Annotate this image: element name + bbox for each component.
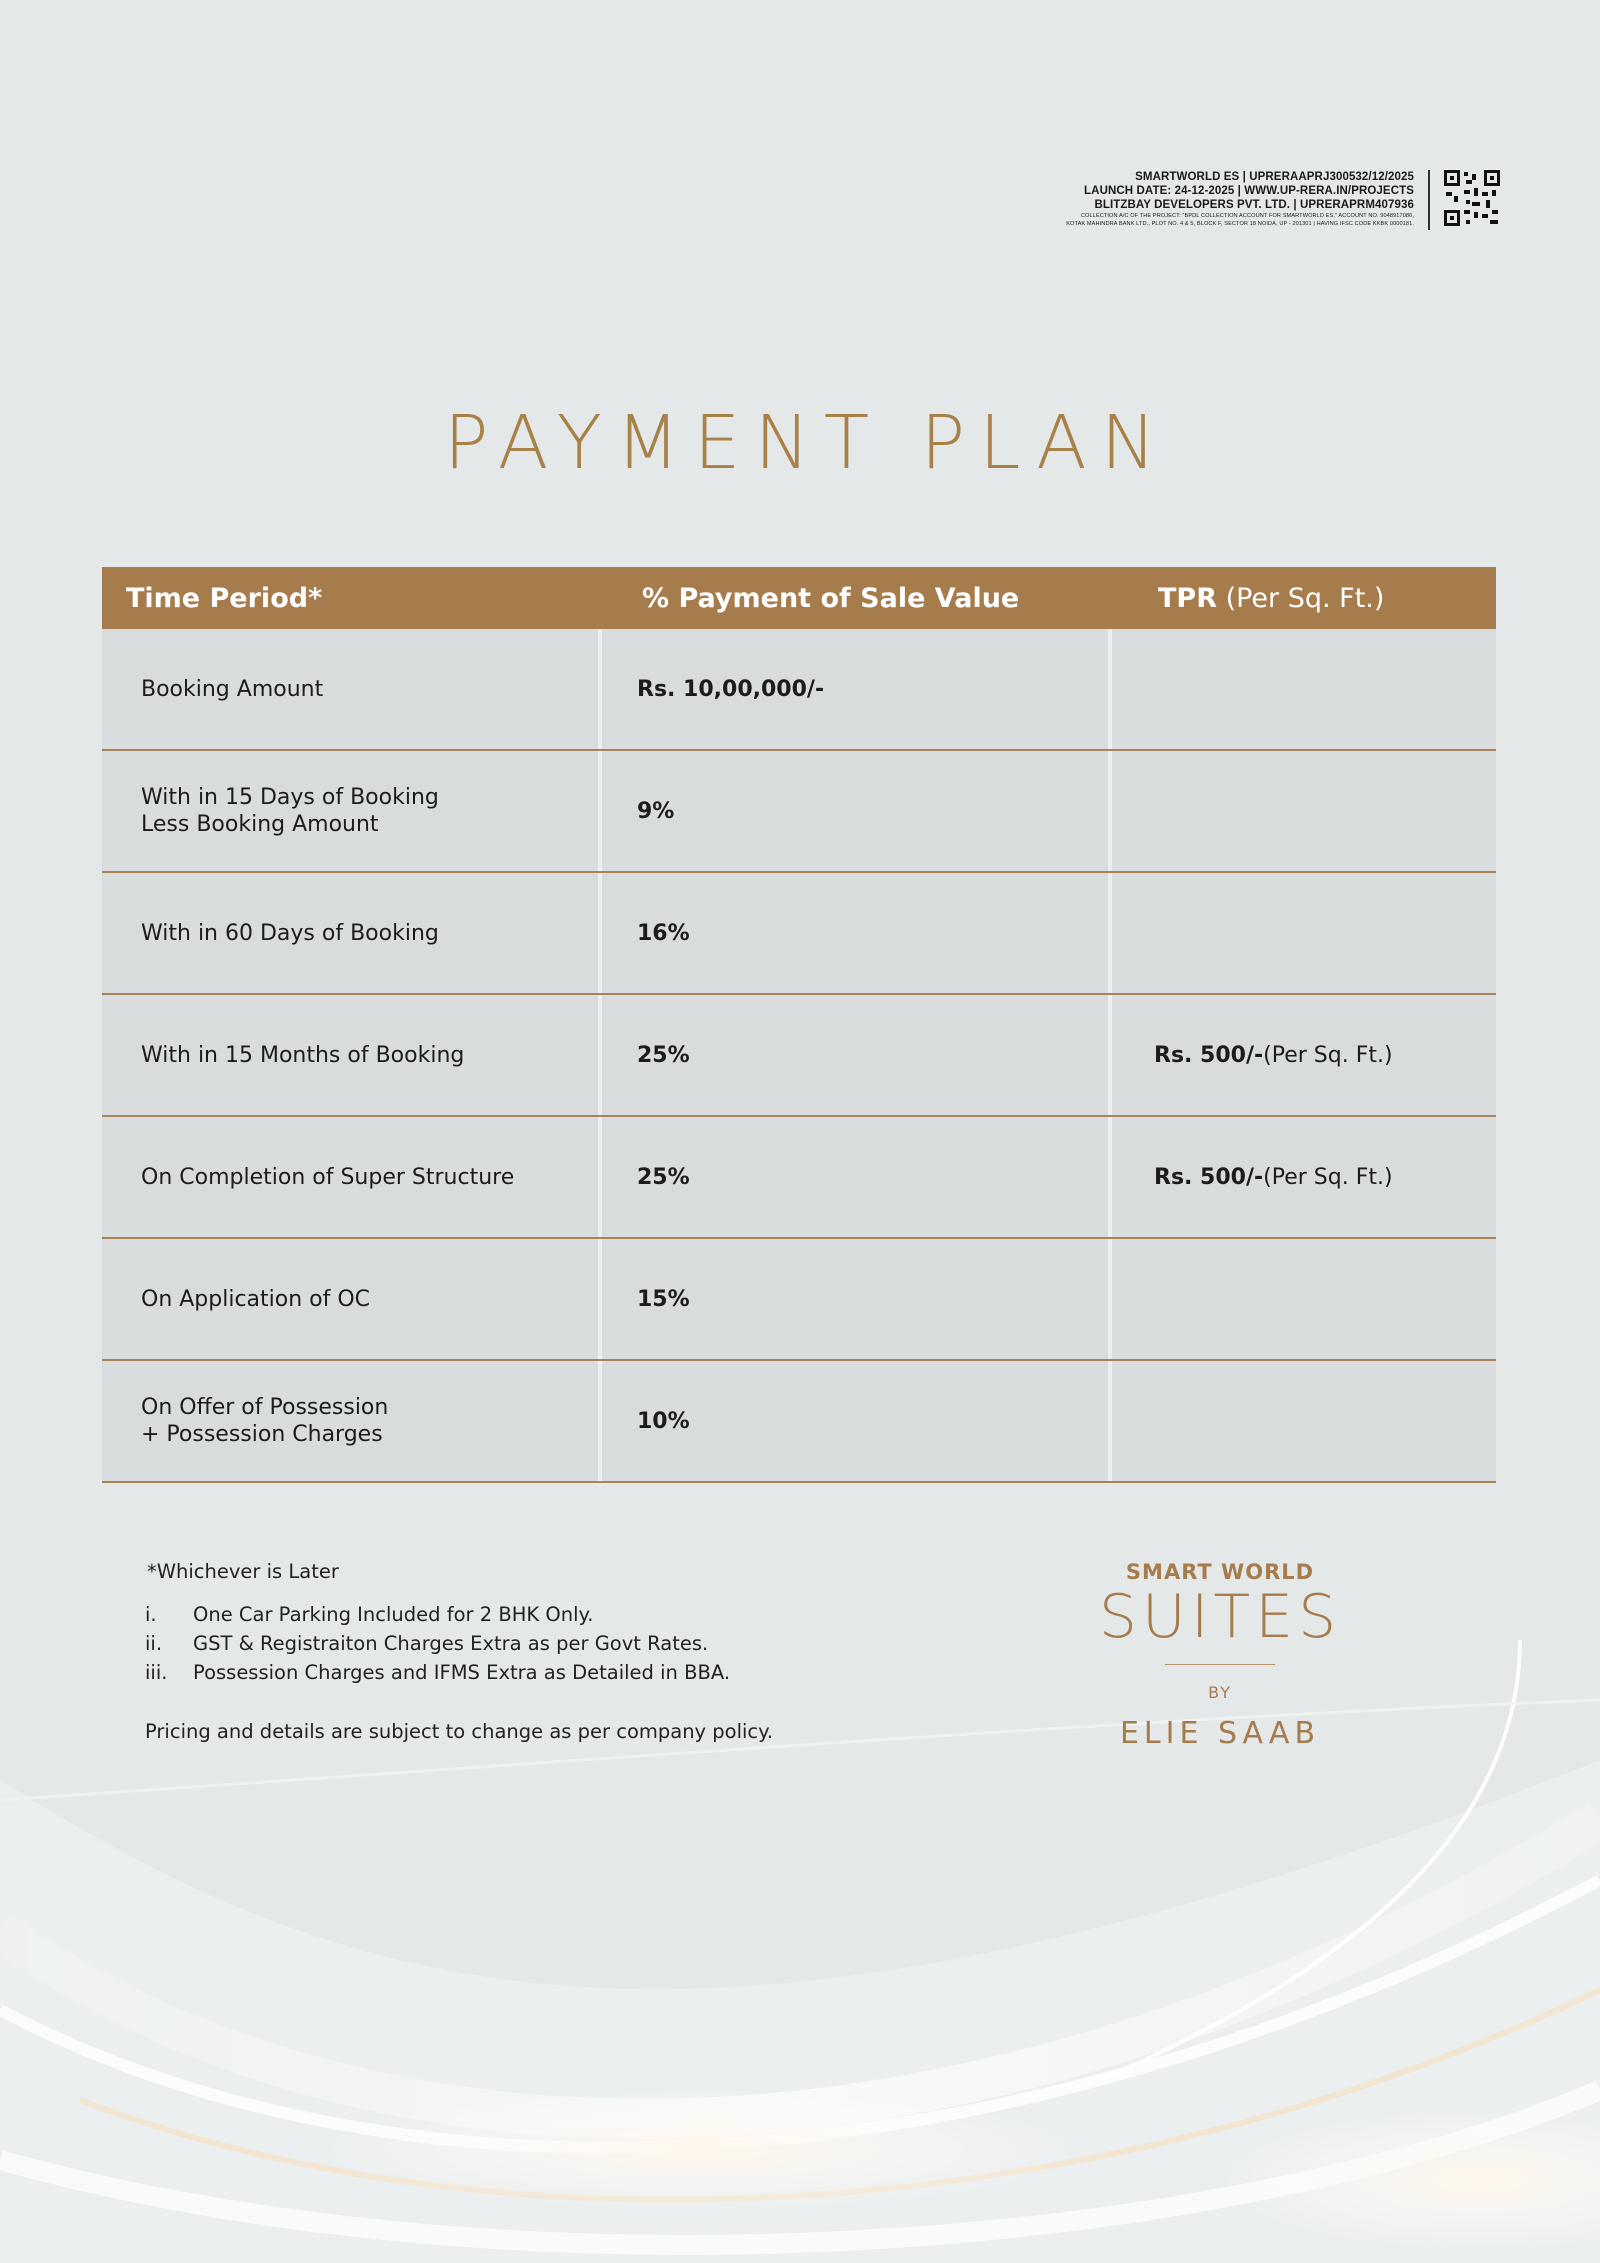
- table-row: [102, 1117, 1496, 1239]
- note-text: GST & Registraiton Charges Extra as per Govt Rates.: [193, 1632, 709, 1655]
- rera-line: BLITZBAY DEVELOPERS PVT. LTD. | UPRERAPRM407936: [1094, 199, 1414, 211]
- header-tpr-unit: (Per Sq. Ft.): [1217, 582, 1385, 614]
- brand-smartworld: SMART WORLD: [1125, 1560, 1315, 1584]
- page-title: PAYMENT PLAN: [443, 400, 1171, 486]
- cell-time-period: [102, 751, 602, 871]
- rera-line: SMARTWORLD ES | UPRERAAPRJ300532/12/2025: [1135, 171, 1414, 183]
- cell-time-period: [102, 873, 602, 993]
- disclaimer: Pricing and details are subject to change as per company policy.: [145, 1720, 774, 1743]
- note-item: [145, 1632, 773, 1655]
- rera-info-block: [1066, 170, 1500, 230]
- cell-payment: 9%: [602, 751, 1112, 871]
- header-tpr-bold: TPR: [1158, 582, 1217, 614]
- period-line: + Possession Charges: [141, 1422, 383, 1447]
- table-header: [102, 567, 1496, 629]
- period-line: On Completion of Super Structure: [141, 1164, 515, 1190]
- table-row: [102, 751, 1496, 873]
- header-time-period: Time Period*: [126, 582, 323, 614]
- table-row: [102, 629, 1496, 751]
- cell-payment: 16%: [602, 873, 1112, 993]
- rera-small-line: COLLECTION A/C OF THE PROJECT: "BPDL COLLECTION ACCOUNT FOR SMARTWORLD ES," ACCOUNT NO. 9048917086,: [1080, 213, 1414, 219]
- table-row: [102, 995, 1496, 1117]
- tpr-unit: (Per Sq. Ft.): [1263, 1164, 1393, 1190]
- notes-section: [145, 1560, 773, 1743]
- note-item: [145, 1661, 773, 1684]
- period-line: With in 15 Days of Booking: [141, 785, 439, 810]
- table-row: [102, 1239, 1496, 1361]
- cell-tpr: [1112, 751, 1496, 871]
- rera-line: LAUNCH DATE: 24-12-2025 | WWW.UP-RERA.IN/PROJECTS: [1084, 185, 1414, 197]
- period-line: On Offer of Possession: [141, 1395, 389, 1420]
- rera-divider: [1428, 170, 1430, 230]
- brand-logo: [1080, 1560, 1360, 1751]
- note-number: i.: [145, 1603, 157, 1626]
- cell-payment: 15%: [602, 1239, 1112, 1359]
- table-row: [102, 1361, 1496, 1483]
- tpr-value: Rs. 500/-: [1154, 1042, 1264, 1068]
- cell-time-period: [102, 629, 602, 749]
- header-payment: % Payment of Sale Value: [642, 582, 1020, 614]
- period-line: On Application of OC: [141, 1286, 371, 1312]
- cell-time-period: [102, 1117, 602, 1237]
- cell-tpr: [1112, 1361, 1496, 1481]
- asterisk-note: *Whichever is Later: [147, 1560, 339, 1583]
- rera-text: [1066, 170, 1414, 228]
- brand-elie-saab: ELIE SAAB: [1119, 1716, 1321, 1751]
- payment-plan-table: [102, 567, 1496, 1483]
- brand-divider: [1165, 1664, 1275, 1665]
- cell-payment: Rs. 10,00,000/-: [602, 629, 1112, 749]
- cell-payment: 25%: [602, 995, 1112, 1115]
- cell-payment: 25%: [602, 1117, 1112, 1237]
- note-number: iii.: [145, 1661, 168, 1684]
- cell-payment: 10%: [602, 1361, 1112, 1481]
- cell-tpr: [1112, 873, 1496, 993]
- brand-by: BY: [1208, 1683, 1232, 1702]
- cell-tpr: [1112, 1239, 1496, 1359]
- cell-time-period: [102, 1361, 602, 1481]
- note-item: [145, 1603, 773, 1626]
- cell-time-period: [102, 1239, 602, 1359]
- cell-tpr: [1112, 1117, 1496, 1237]
- rera-small-line: KOTAK MAHINDRA BANK LTD., PLOT NO. 4 & 5, BLOCK F, SECTOR 18 NOIDA, UP - 201301 | HAVING IFSC CODE KKBK 0000181.: [1066, 221, 1414, 227]
- cell-tpr: [1112, 629, 1496, 749]
- period-line: With in 15 Months of Booking: [141, 1042, 465, 1068]
- table-row: [102, 873, 1496, 995]
- cell-time-period: [102, 995, 602, 1115]
- header-tpr: [1112, 583, 1496, 614]
- cell-tpr: [1112, 995, 1496, 1115]
- tpr-value: Rs. 500/-: [1154, 1164, 1264, 1190]
- period-line: Booking Amount: [141, 676, 324, 702]
- tpr-unit: (Per Sq. Ft.): [1263, 1042, 1393, 1068]
- period-line: Less Booking Amount: [141, 812, 379, 837]
- brand-suites: SUITES: [1098, 1582, 1342, 1652]
- qr-code-icon[interactable]: [1444, 170, 1500, 226]
- note-text: One Car Parking Included for 2 BHK Only.: [193, 1603, 594, 1626]
- note-number: ii.: [145, 1632, 163, 1655]
- note-text: Possession Charges and IFMS Extra as Detailed in BBA.: [193, 1661, 731, 1684]
- period-line: With in 60 Days of Booking: [141, 920, 439, 946]
